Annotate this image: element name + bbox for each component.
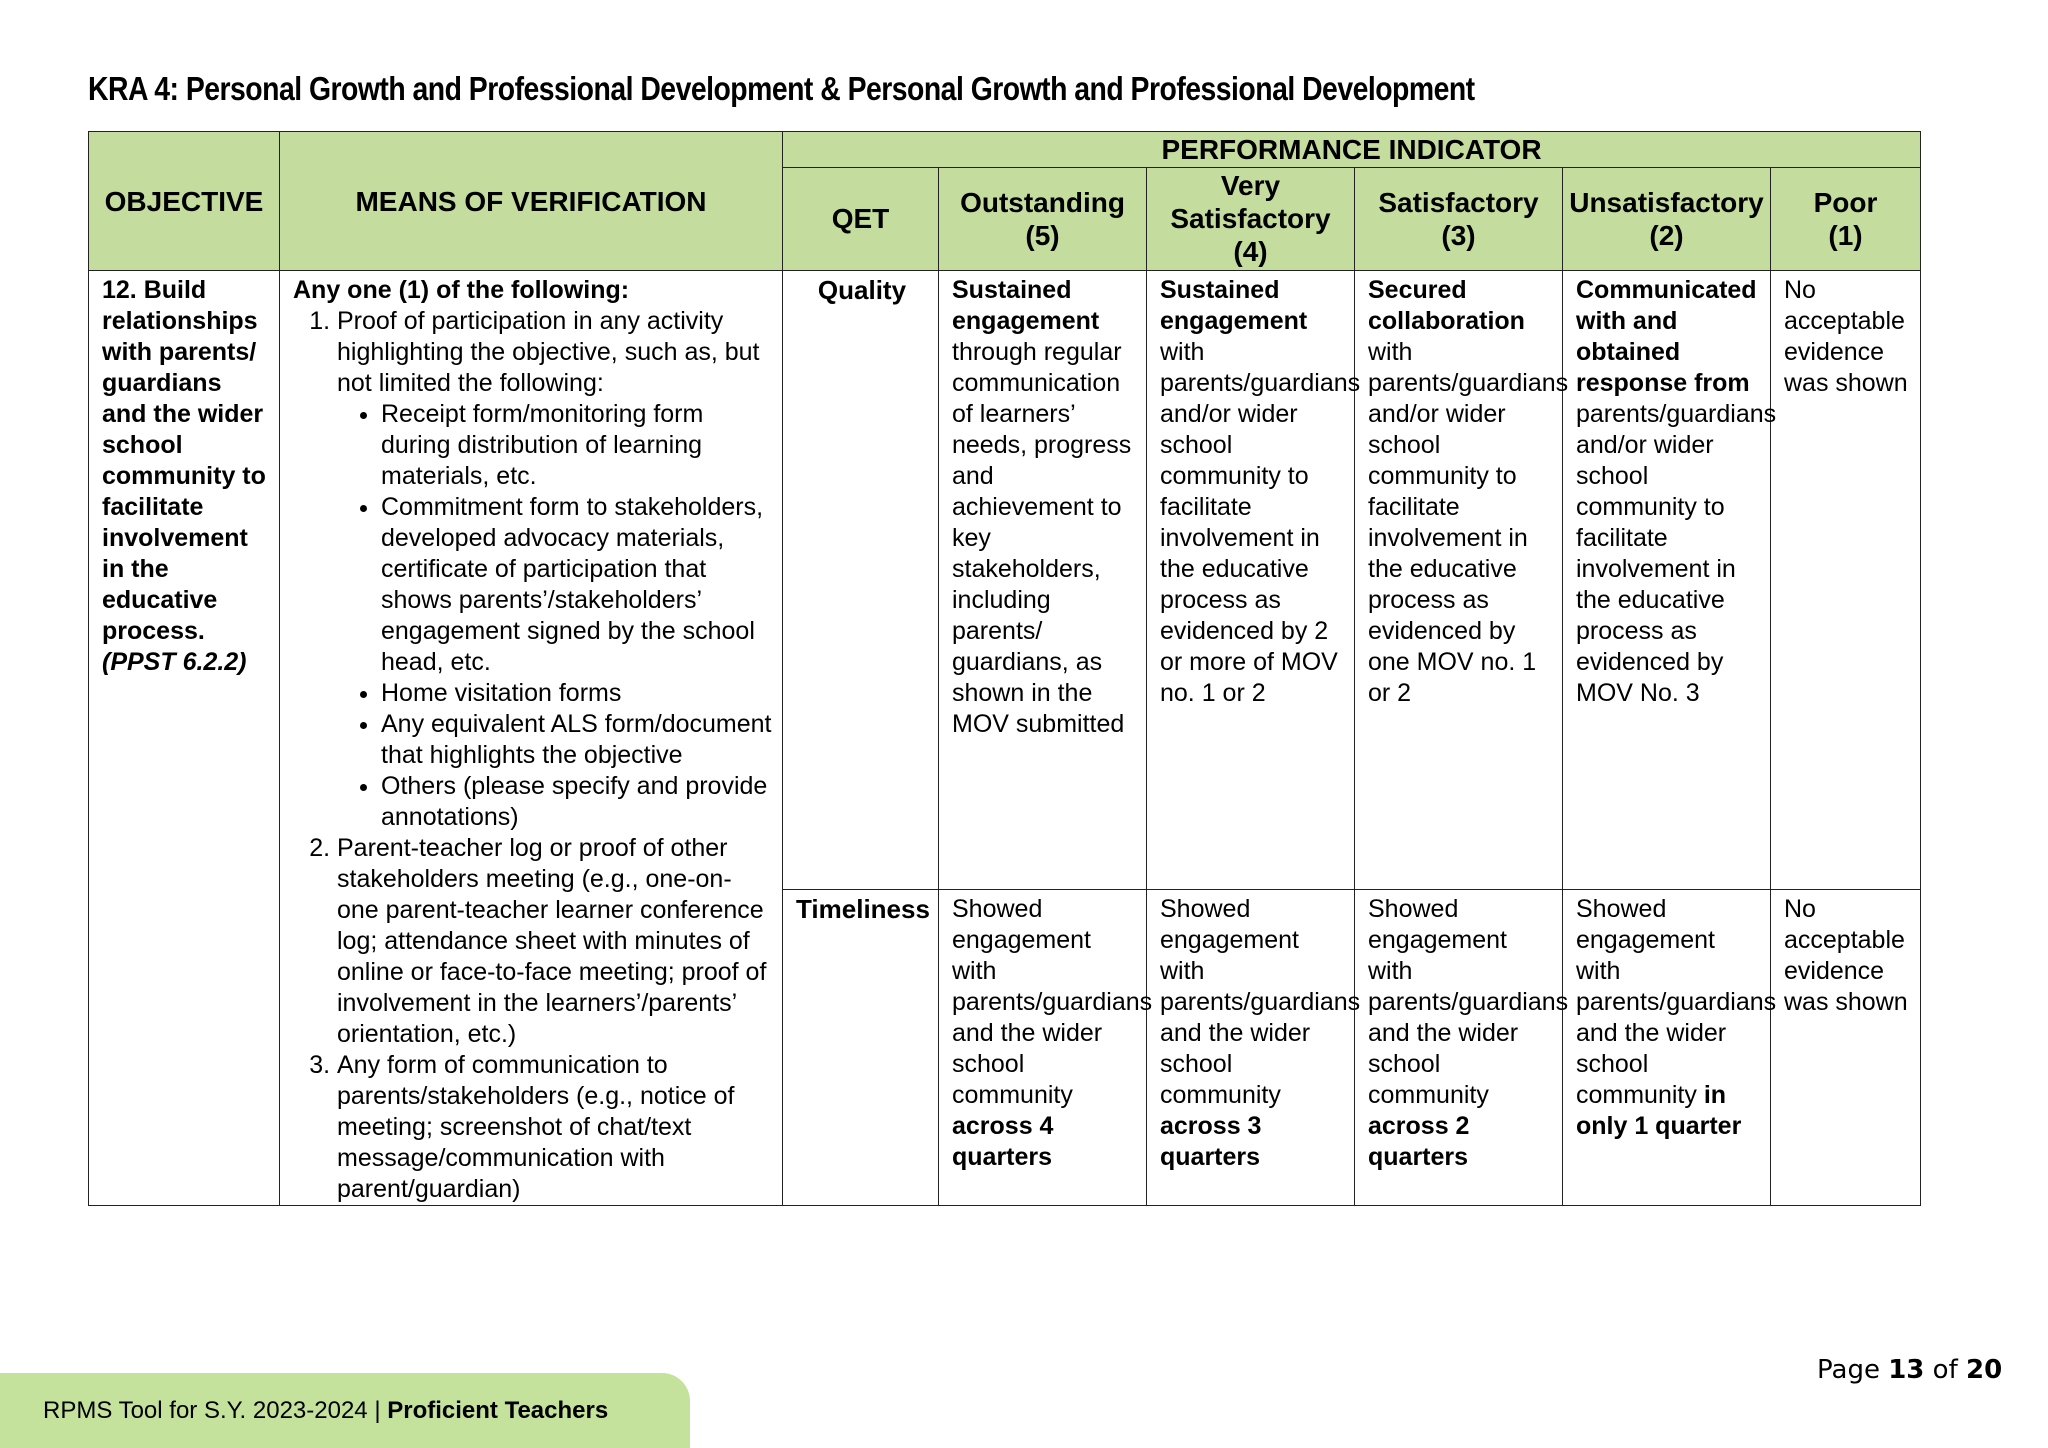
timeliness-outstanding: Showed engagement with parents/guardians and the wider school community across 4 quarters [939,890,1147,1206]
mov-list [293,306,772,1205]
quality-outstanding: Sustained engagement through regular communication of learners’ needs, progress and achievement to key stakeholders, including parents/ guardians, as shown in the MOV submitted [939,271,1147,890]
mov-intro: Any one (1) of the following: [293,276,630,304]
performance-indicator-header: PERFORMANCE INDICATOR [783,132,1921,168]
quality-satisfactory: Secured collaboration with parents/guardians and/or wider school community to facilitate involvement in the educative process as evidenced by one MOV no. 1 or 2 [1355,271,1563,890]
quality-unsatisfactory: Communicated with and obtained response from parents/guardians and/or wider school community to facilitate involvement in the educative process as evidenced by MOV No. 3 [1563,271,1771,890]
mov-item-3: 3. Any form of communication to parents/stakeholders (e.g., notice of meeting; screenshot of chat/text message/communication with parent/guardian) [337,1050,772,1205]
level-header-outstanding: Outstanding (5) [939,167,1147,270]
timeliness-poor: No acceptable evidence was shown [1771,890,1921,1206]
quality-poor: No acceptable evidence was shown [1771,271,1921,890]
objective-text: 12. Build relationships with parents/ guardians and the wider school community to facilitate involvement in the educative process. [102,276,266,645]
timeliness-satisfactory: Showed engagement with parents/guardians and the wider school community across 2 quarters [1355,890,1563,1206]
page-title: KRA 4: Personal Growth and Professional Development & Personal Growth and Professional Development [88,70,1475,107]
level-header-unsatisfactory: Unsatisfactory (2) [1563,167,1771,270]
mov-cell [280,271,783,1206]
rubric-table [88,131,1921,1206]
mov-item-1: 1. Proof of participation in any activity highlighting the objective, such as, but not limited the following: • Receipt form/monitoring form during distribution of learning materials, etc. • Commitment form to stakeholders, developed advocacy materials, certificate of participation that shows parents’/stakeholders’ engagement signed by the school head, etc. • Home visitation forms • Any equivalent ALS form/document that highlights the objective • Others (please specify and provide annotations) [337,306,772,833]
footer-label: RPMS Tool for S.Y. 2023-2024 | Proficient Teachers [43,1397,609,1424]
page-number: Page 13 of 20 [1817,1355,2003,1385]
mov-item-2: 2. Parent-teacher log or proof of other stakeholders meeting (e.g., one-on-one parent-teacher learner conference log; attendance sheet with minutes of online or face-to-face meeting; proof of involvement in the learners’/parents’ orientation, etc.) [337,833,772,1050]
timeliness-unsatisfactory: Showed engagement with parents/guardians and the wider school community in only 1 quarter [1563,890,1771,1206]
objective-header: OBJECTIVE [89,132,280,271]
quality-label: Quality [783,271,939,890]
timeliness-label: Timeliness [783,890,939,1206]
objective-ref: (PPST 6.2.2) [102,648,247,676]
qet-header: QET [783,167,939,270]
quality-very-satisfactory: Sustained engagement with parents/guardians and/or wider school community to facilitate involvement in the educative process as evidenced by 2 or more of MOV no. 1 or 2 [1147,271,1355,890]
level-header-satisfactory: Satisfactory (3) [1355,167,1563,270]
mov-bullet: • Commitment form to stakeholders, developed advocacy materials, certificate of participation that shows parents’/stakeholders’ engagement signed by the school head, etc. [381,492,772,678]
level-header-very-satisfactory: Very Satisfactory (4) [1147,167,1355,270]
objective-cell [89,271,280,1206]
mov-bullet: • Home visitation forms [381,678,772,709]
level-header-poor: Poor (1) [1771,167,1921,270]
mov-item-1-bullets [337,399,772,833]
mov-bullet: • Receipt form/monitoring form during distribution of learning materials, etc. [381,399,772,492]
mov-bullet: • Others (please specify and provide annotations) [381,771,772,833]
mov-bullet: • Any equivalent ALS form/document that highlights the objective [381,709,772,771]
means-of-verification-header: MEANS OF VERIFICATION [280,132,783,271]
timeliness-very-satisfactory: Showed engagement with parents/guardians and the wider school community across 3 quarters [1147,890,1355,1206]
